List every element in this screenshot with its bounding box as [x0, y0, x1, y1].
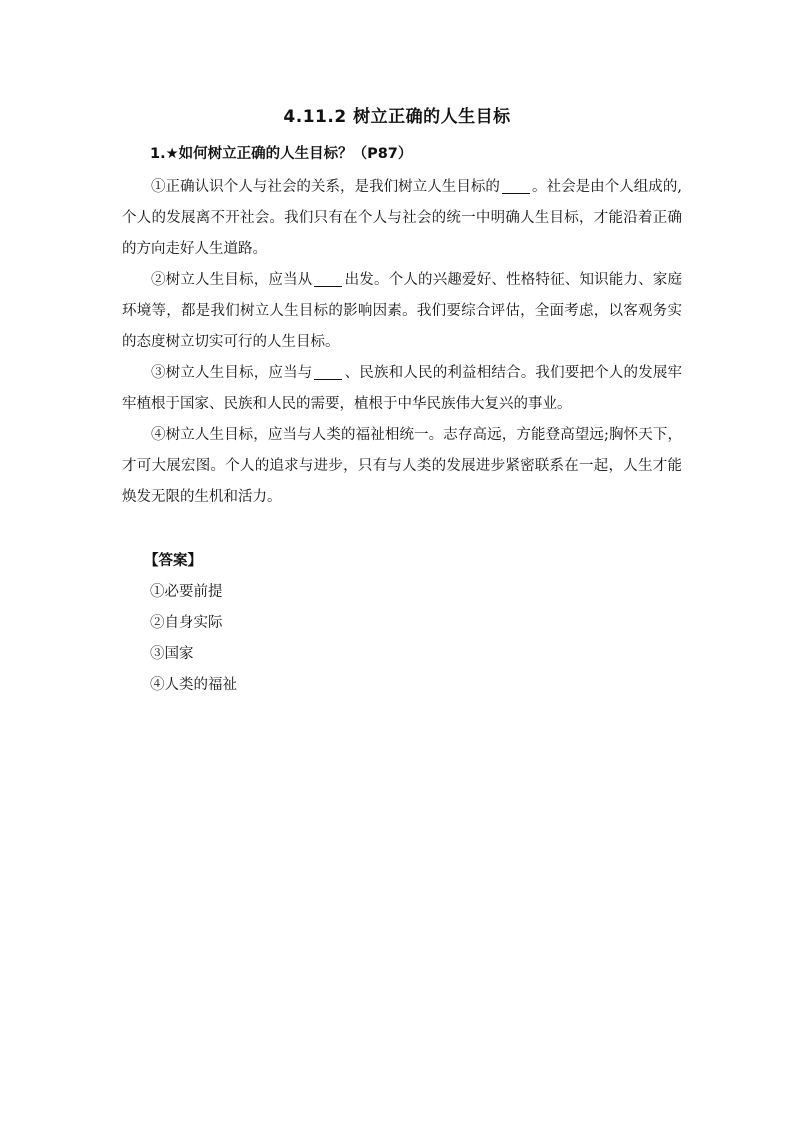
paragraph-3 [122, 358, 682, 420]
answer-item: ④人类的福祉 [150, 677, 237, 693]
fill-blank-2 [314, 272, 342, 288]
answer-item: ②自身实际 [150, 615, 223, 631]
paragraph-2-after: 出发。个人的兴趣爱好、性格特征、知识能力、家庭环境等，都是我们树立人生目标的影响因素。我们要综合评估，全面考虑，以客观务实的态度树立切实可行的人生目标。 [122, 272, 683, 350]
paragraph-2-before: ②树立人生目标，应当从 [151, 272, 313, 288]
paragraph-3-after: 、民族和人民的利益相结合。我们要把个人的发展牢牢植根于国家、民族和人民的需要，植根于中华民族伟大复兴的事业。 [122, 365, 683, 412]
page-title: 4.11.2 树立正确的人生目标 [283, 107, 511, 127]
paragraph-4: ④树立人生目标，应当与人类的福祉相统一。志存高远，方能登高望远;胸怀天下，才可大展宏图。个人的追求与进步，只有与人类的发展进步紧密联系在一起，人生才能焕发无限的生机和活力。 [122, 427, 682, 505]
paragraph-1-before: ①正确认识个人与社会的关系，是我们树立人生目标的 [151, 179, 500, 195]
paragraph-1 [122, 172, 682, 265]
answer-heading: 【答案】 [144, 553, 202, 569]
paragraph-3-before: ③树立人生目标，应当与 [151, 365, 313, 381]
answer-item: ①必要前提 [150, 584, 223, 600]
fill-blank-1 [502, 179, 530, 195]
fill-blank-3 [314, 365, 342, 381]
paragraph-2 [122, 265, 682, 358]
question-heading: 1.★如何树立正确的人生目标？（P87） [150, 146, 413, 162]
question-body [122, 172, 682, 513]
answer-section [144, 546, 237, 701]
answer-item: ③国家 [150, 646, 194, 662]
paragraph-1-after: 。社会是由个人组成的,个人的发展离不开社会。我们只有在个人与社会的统一中明确人生目标，才能沿着正确的方向走好人生道路。 [122, 179, 682, 257]
